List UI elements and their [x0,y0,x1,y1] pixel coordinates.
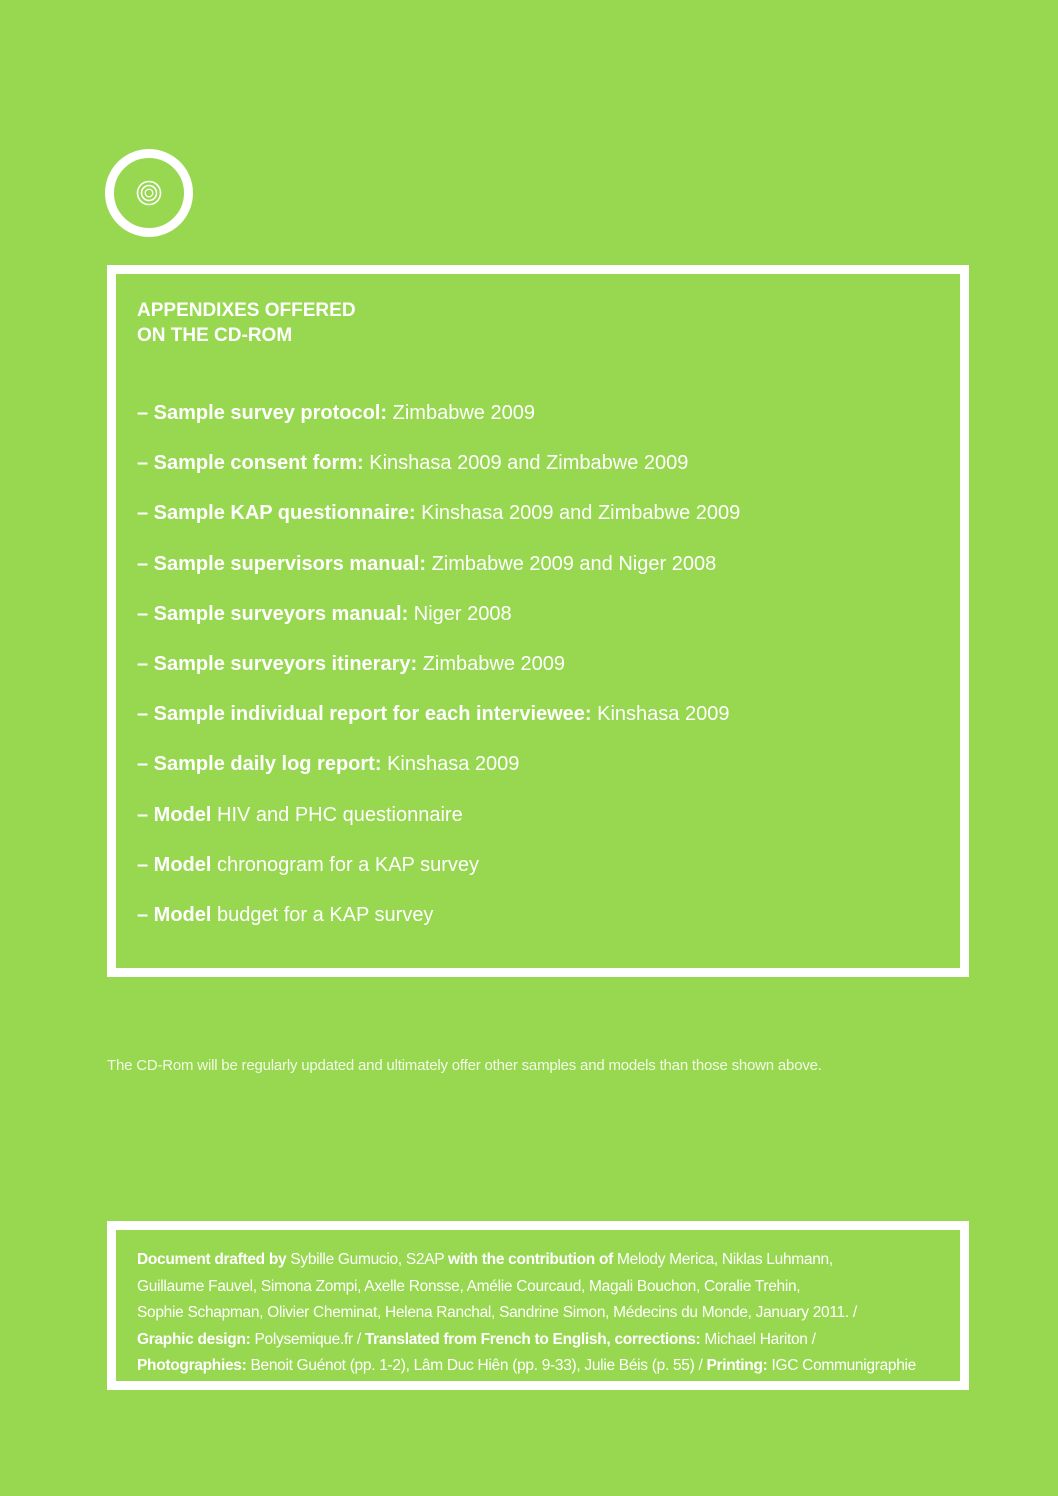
appendix-value: Zimbabwe 2009 and Niger 2008 [426,552,717,575]
cd-rom-icon [105,149,193,237]
appendix-value: Zimbabwe 2009 [387,402,535,424]
credits-text [137,1247,916,1380]
box-title [137,298,940,348]
footnote: The CD-Rom will be regularly updated and ultimately offer other samples and models than those shown above. [107,1057,822,1074]
credit-label: Graphic design: [137,1330,251,1348]
appendix-value: chronogram for a KAP survey [211,853,479,876]
appendix-value: Niger 2008 [408,602,512,625]
appendix-label: – Sample supervisors manual: [137,552,427,575]
appendix-label: – Model [137,853,212,876]
appendix-value: budget for a KAP survey [211,903,434,926]
appendix-item [137,903,740,953]
credit-text: Sybille Gumucio, S2AP [286,1251,448,1268]
appendix-label: – Model [137,803,212,826]
appendix-box [107,265,969,977]
credits-box [107,1221,969,1390]
appendix-item [137,652,740,702]
appendix-label: – Sample surveyors manual: [137,602,409,625]
appendix-label: – Sample consent form: [137,452,364,475]
appendix-label: – Model [137,903,212,926]
credit-label: Printing: [706,1357,768,1374]
appendix-value: Kinshasa 2009 [591,703,730,726]
appendix-label: – Sample KAP questionnaire: [137,502,416,525]
credit-text: Melody Merica, Niklas Luhmann, [613,1251,833,1268]
appendix-value: Zimbabwe 2009 [417,652,566,675]
credit-text: IGC Communigraphie [767,1357,916,1374]
credit-text: Sophie Schapman, Olivier Cheminat, Helena Ranchal, Sandrine Simon, Médecins du Monde, January 2011. / [137,1304,857,1321]
appendix-item [137,401,740,451]
credit-text: Michael Hariton / [700,1330,816,1348]
appendix-item [137,501,740,551]
appendix-list [137,401,740,953]
appendix-item [137,853,740,903]
appendix-label: – Sample daily log report: [137,753,382,776]
appendix-value: Kinshasa 2009 [381,753,520,776]
credit-label: Translated from French to English, corrections: [364,1330,701,1348]
credit-text: Benoit Guénot (pp. 1-2), Lâm Duc Hiên (pp. 9-33), Julie Béis (p. 55) / [246,1357,707,1374]
credit-label: with the contribution of [448,1251,613,1268]
box-title-line-1: APPENDIXES OFFERED [137,300,356,321]
appendix-item [137,451,740,501]
appendix-item [137,552,740,602]
credit-label: Document drafted by [137,1251,287,1268]
appendix-value: HIV and PHC questionnaire [211,803,463,826]
credit-label: Photographies: [137,1357,247,1374]
appendix-label: – Sample surveyors itinerary: [137,652,418,675]
appendix-item [137,752,740,802]
appendix-value: Kinshasa 2009 and Zimbabwe 2009 [363,452,689,475]
appendix-item [137,702,740,752]
appendix-label: – Sample survey protocol: [137,402,388,424]
box-title-line-2: ON THE CD-ROM [137,325,293,346]
appendix-item [137,803,740,853]
appendix-label: – Sample individual report for each interviewee: [137,703,592,726]
appendix-item [137,602,740,652]
credit-text: Guillaume Fauvel, Simona Zompi, Axelle Ronsse, Amélie Courcaud, Magali Bouchon, Coralie Trehin, [137,1277,801,1295]
credit-text: Polysemique.fr / [250,1330,365,1348]
appendix-value: Kinshasa 2009 and Zimbabwe 2009 [415,502,741,525]
